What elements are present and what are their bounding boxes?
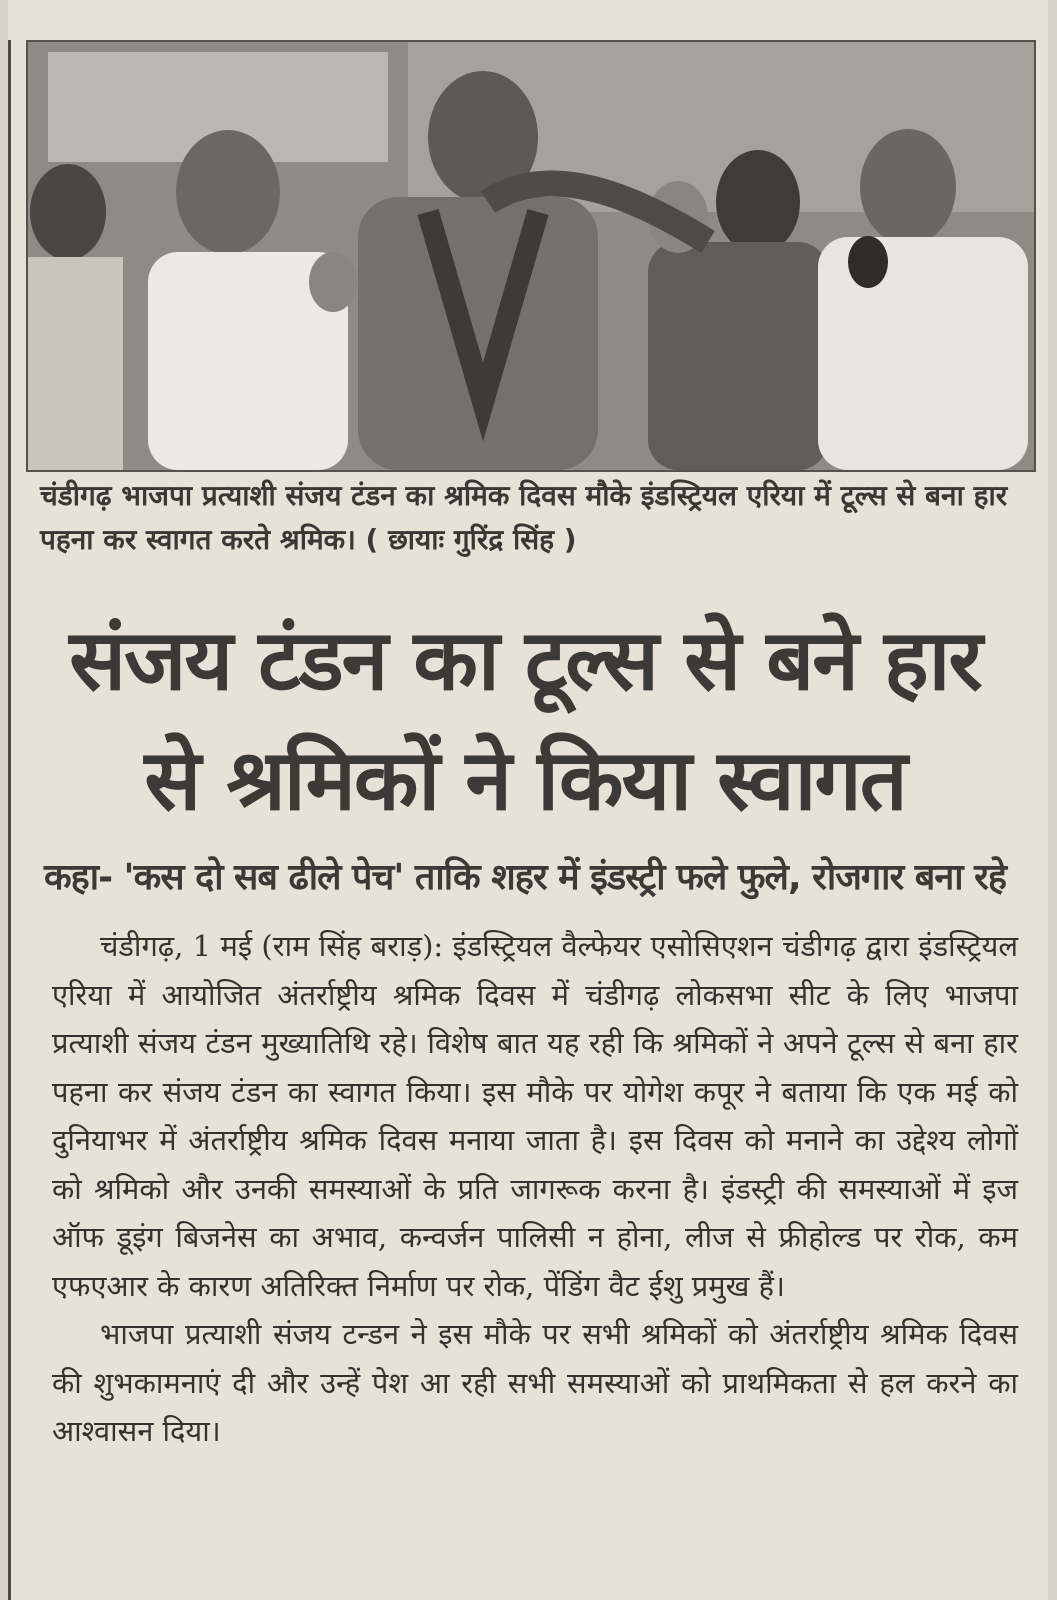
subheadline: कहा- 'कस दो सब ढीले पेच' ताकि शहर में इंडस्ट्री फले फुले, रोजगार बना रहे: [43, 857, 1006, 898]
headline-line-2: से श्रमिकों ने किया स्वागत: [144, 731, 906, 829]
column-rule: [8, 40, 11, 1600]
news-photo-illustration: [28, 42, 1034, 470]
news-photo: [26, 40, 1036, 472]
article-paragraph-1: चंडीगढ़, 1 मई (राम सिंह बराड़): इंडस्ट्रियल वैल्फेयर एसोसिएशन चंडीगढ़ द्वारा इंडस्ट्रियल एरिया में आयोजित अंतर्राष्ट्रीय श्रमिक दिवस में चंडीगढ़ लोकसभा सीट के लिए भाजपा प्रत्याशी संजय टंडन मुख्यातिथि रहे। विशेष बात यह रही कि श्रमिकों ने अपने टूल्स से बना हार पहना कर संजय टंडन का स्वागत किया। इस मौके पर योगेश कपूर ने बताया कि एक मई को दुनियाभर में अंतर्राष्ट्रीय श्रमिक दिवस मनाया जाता है। इस दिवस को मनाने का उद्देश्य लोगों को श्रमिको और उनकी समस्याओं के प्रति जागरूक करना है। इंडस्ट्री की समस्याओं में इज ऑफ डूइंग बिजनेस का अभाव, कन्वर्जन पालिसी न होना, लीज से फ्रीहोल्ड पर रोक, कम एफएआर के कारण अतिरिक्त निर्माण पर रोक, पेंडिंग वैट ईशु प्रमुख हैं।: [52, 929, 1018, 1303]
photo-caption: चंडीगढ़ भाजपा प्रत्याशी संजय टंडन का श्रमिक दिवस मौके इंडस्ट्रियल एरिया में टूल्स से बना हार पहना कर स्वागत करते श्रमिक। ( छायाः गुरिंद्र सिंह ): [40, 479, 1008, 556]
headline: [30, 600, 1020, 840]
headline-line-1: संजय टंडन का टूल्स से बने हार: [69, 611, 981, 709]
article-paragraph-2: भाजपा प्रत्याशी संजय टन्डन ने इस मौके पर सभी श्रमिकों को अंतर्राष्ट्रीय श्रमिक दिवस की शुभकामनाएं दी और उन्हें पेश आ रही सभी समस्याओं को प्राथमिकता से हल करने का आश्वासन दिया।: [52, 1317, 1018, 1448]
article-body: [52, 922, 1018, 1456]
